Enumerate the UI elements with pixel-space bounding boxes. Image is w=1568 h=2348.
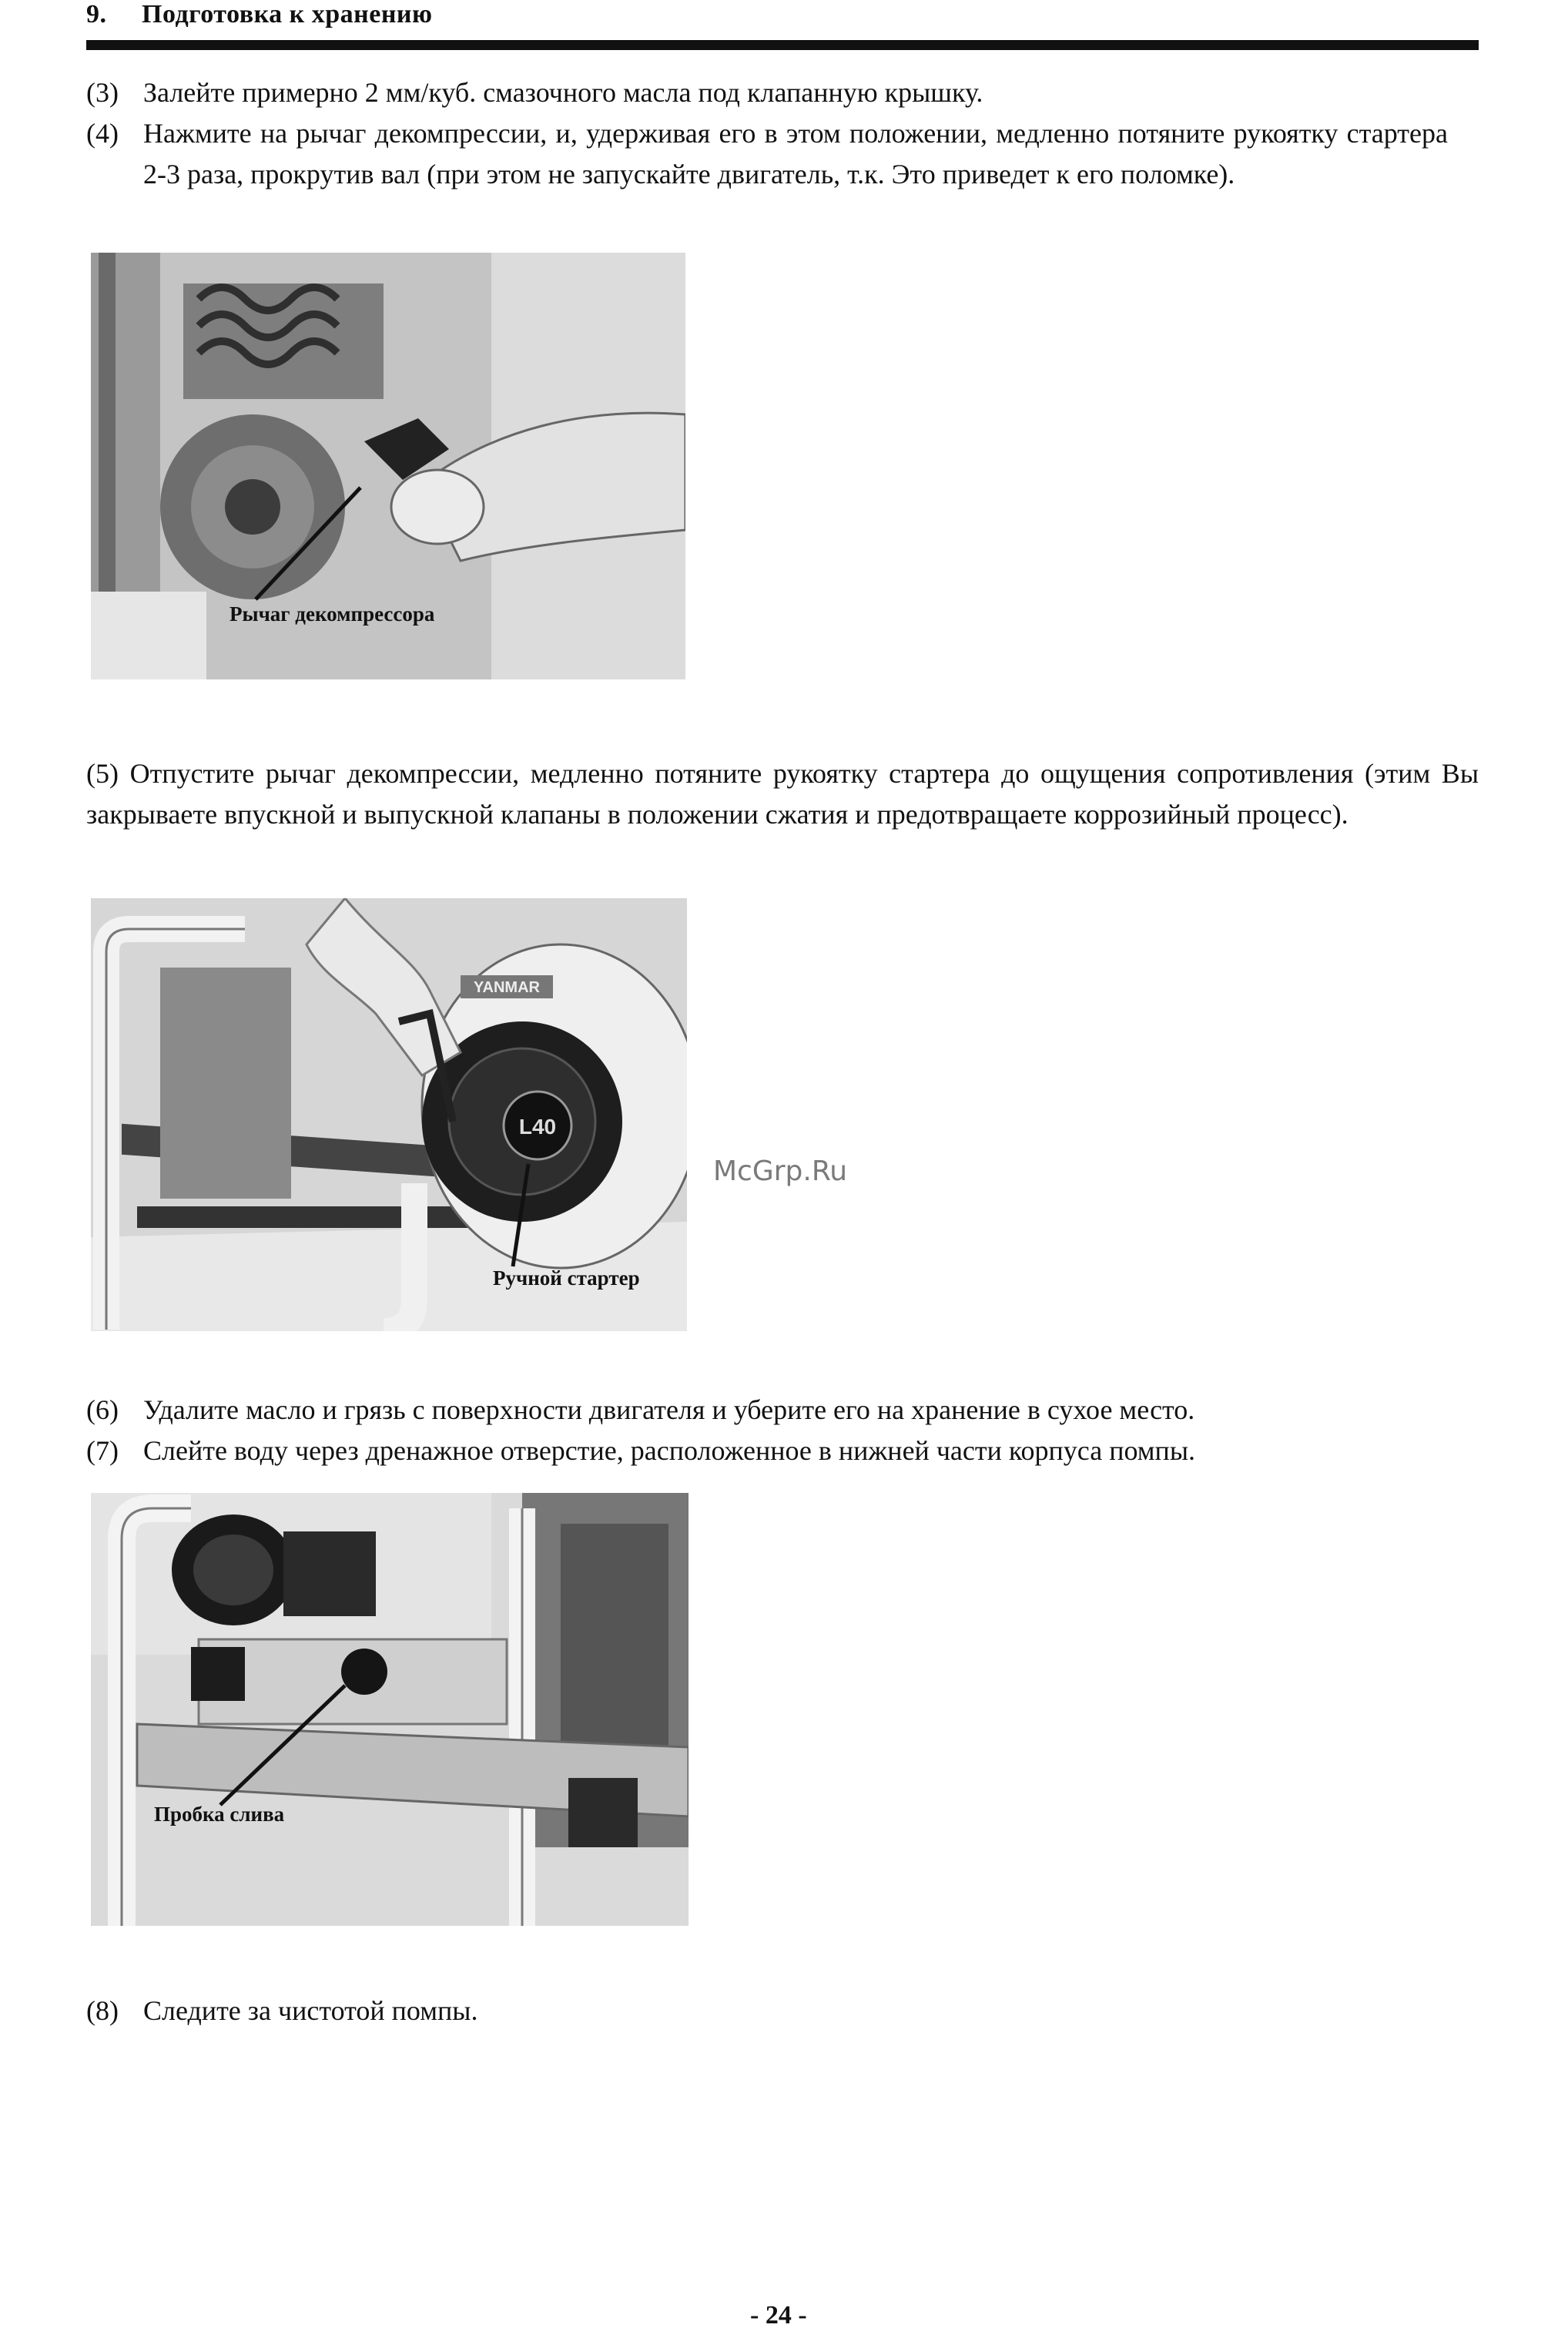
step-5-number: (5) — [86, 758, 119, 789]
step-8-block — [86, 1991, 1479, 2031]
section-title-text: Подготовка к хранению — [142, 0, 433, 29]
drain-photo — [91, 1493, 689, 1926]
drain-callout: Пробка слива — [154, 1803, 285, 1826]
step-6 — [86, 1390, 1479, 1431]
step-4-text: Нажмите на рычаг декомпрессии, и, удерживая его в этом положении, медленно потяните рукоятку стартера 2-3 раза, прокрутив вал (при этом не запускайте двигатель, т.к. Это приведет к его поломке). — [143, 118, 1448, 190]
decompressor-callout: Рычаг декомпрессора — [230, 602, 435, 626]
step-8-number: (8) — [86, 1995, 119, 2026]
step-8-text: Следите за чистотой помпы. — [143, 1995, 478, 2026]
steps-3-4 — [86, 72, 1479, 195]
header-rule — [86, 40, 1479, 50]
step-3-number: (3) — [86, 77, 119, 108]
starter-cap-text: L40 — [518, 1115, 557, 1139]
brand-text: YANMAR — [474, 979, 540, 996]
starter-photo — [91, 898, 687, 1331]
watermark: McGrp.Ru — [713, 1156, 848, 1187]
step-7 — [86, 1431, 1479, 1471]
step-4 — [86, 113, 1448, 195]
decompressor-photo — [91, 253, 685, 679]
section-title — [86, 0, 433, 29]
section-number: 9. — [86, 0, 107, 29]
step-4-number: (4) — [86, 118, 119, 149]
page-number: - 24 - — [750, 2301, 807, 2330]
step-7-text: Слейте воду через дренажное отверстие, расположенное в нижней части корпуса помпы. — [143, 1435, 1196, 1466]
steps-6-7 — [86, 1390, 1479, 1471]
step-7-number: (7) — [86, 1435, 119, 1466]
step-8 — [86, 1991, 1479, 2031]
starter-callout: Ручной стартер — [493, 1266, 640, 1290]
step-6-number: (6) — [86, 1394, 119, 1425]
step-3-text: Залейте примерно 2 мм/куб. смазочного масла под клапанную крышку. — [143, 77, 983, 108]
step-3 — [86, 72, 1479, 113]
step-5 — [86, 753, 1479, 835]
drain-illustration — [91, 1493, 689, 1926]
step-6-text: Удалите масло и грязь с поверхности двигателя и уберите его на хранение в сухое место. — [143, 1394, 1195, 1425]
step-5-text: Отпустите рычаг декомпрессии, медленно потяните рукоятку стартера до ощущения сопротивления (этим Вы закрываете впускной и выпускной клапаны в положении сжатия и предотвращаете коррозийный процесс). — [86, 758, 1479, 830]
